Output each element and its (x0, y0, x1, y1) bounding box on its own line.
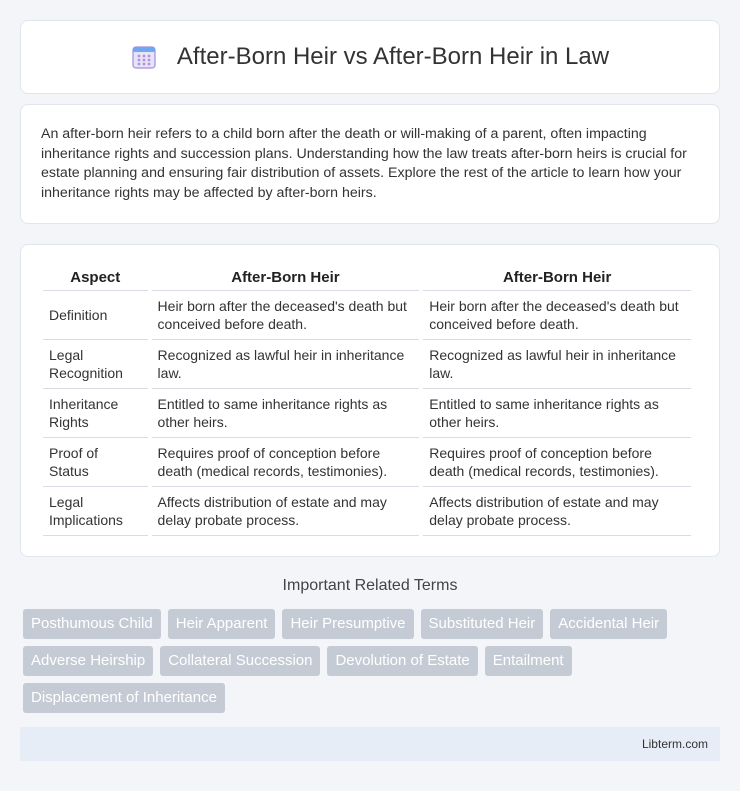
intro-text: An after-born heir refers to a child born after the death or will-making of a parent, often impacting inheritance rights and succession plans. Understanding how the law treats after-born heirs is crucial for estate planning and ensuring fair distribution of assets. Explore the rest of the article to learn how your inheritance rights may be affected by after-born heirs. (41, 126, 687, 201)
footer-brand-link[interactable]: Libterm.com (641, 737, 708, 751)
related-term-tag[interactable]: Accidental Heir (550, 609, 667, 639)
related-terms-title: Important Related Terms (282, 577, 458, 594)
row-aspect: Legal Recognition (43, 340, 148, 389)
row-term-b: Affects distribution of estate and may delay probate process. (423, 487, 691, 536)
table-row (43, 438, 691, 487)
table-row (43, 340, 691, 389)
page-title: After-Born Heir vs After-Born Heir in Law (176, 43, 610, 70)
page-footer (20, 727, 720, 761)
row-aspect: Proof of Status (43, 438, 148, 487)
row-term-a: Entitled to same inheritance rights as other heirs. (152, 389, 420, 438)
row-term-a: Requires proof of conception before death (medical records, testimonies). (152, 438, 420, 487)
related-term-tag[interactable]: Collateral Succession (160, 646, 320, 676)
column-header-term-b: After-Born Heir (423, 265, 691, 291)
related-term-tag[interactable]: Substituted Heir (421, 609, 544, 639)
related-term-tag[interactable]: Displacement of Inheritance (23, 683, 225, 713)
row-term-b: Heir born after the deceased's death but conceived before death. (423, 291, 691, 340)
table-row (43, 291, 691, 340)
table-row (43, 389, 691, 438)
row-term-b: Recognized as lawful heir in inheritance law. (423, 340, 691, 389)
column-header-aspect: Aspect (43, 265, 148, 291)
related-term-tag[interactable]: Devolution of Estate (327, 646, 477, 676)
row-term-b: Entitled to same inheritance rights as other heirs. (423, 389, 691, 438)
related-term-tag[interactable]: Posthumous Child (23, 609, 161, 639)
calendar-icon (131, 44, 157, 70)
related-terms-list (23, 609, 713, 713)
row-term-a: Recognized as lawful heir in inheritance law. (152, 340, 420, 389)
related-term-tag[interactable]: Heir Presumptive (282, 609, 413, 639)
related-term-tag[interactable]: Adverse Heirship (23, 646, 153, 676)
row-aspect: Definition (43, 291, 148, 340)
related-term-tag[interactable]: Heir Apparent (168, 609, 276, 639)
comparison-table (39, 265, 695, 536)
related-term-tag[interactable]: Entailment (485, 646, 572, 676)
intro-section (20, 104, 720, 224)
row-term-a: Affects distribution of estate and may delay probate process. (152, 487, 420, 536)
table-header-row (43, 265, 691, 291)
table-row (43, 487, 691, 536)
row-aspect: Legal Implications (43, 487, 148, 536)
comparison-table-card (20, 244, 720, 557)
row-term-a: Heir born after the deceased's death but conceived before death. (152, 291, 420, 340)
page-header (20, 20, 720, 94)
row-term-b: Requires proof of conception before death (medical records, testimonies). (423, 438, 691, 487)
row-aspect: Inheritance Rights (43, 389, 148, 438)
column-header-term-a: After-Born Heir (152, 265, 420, 291)
